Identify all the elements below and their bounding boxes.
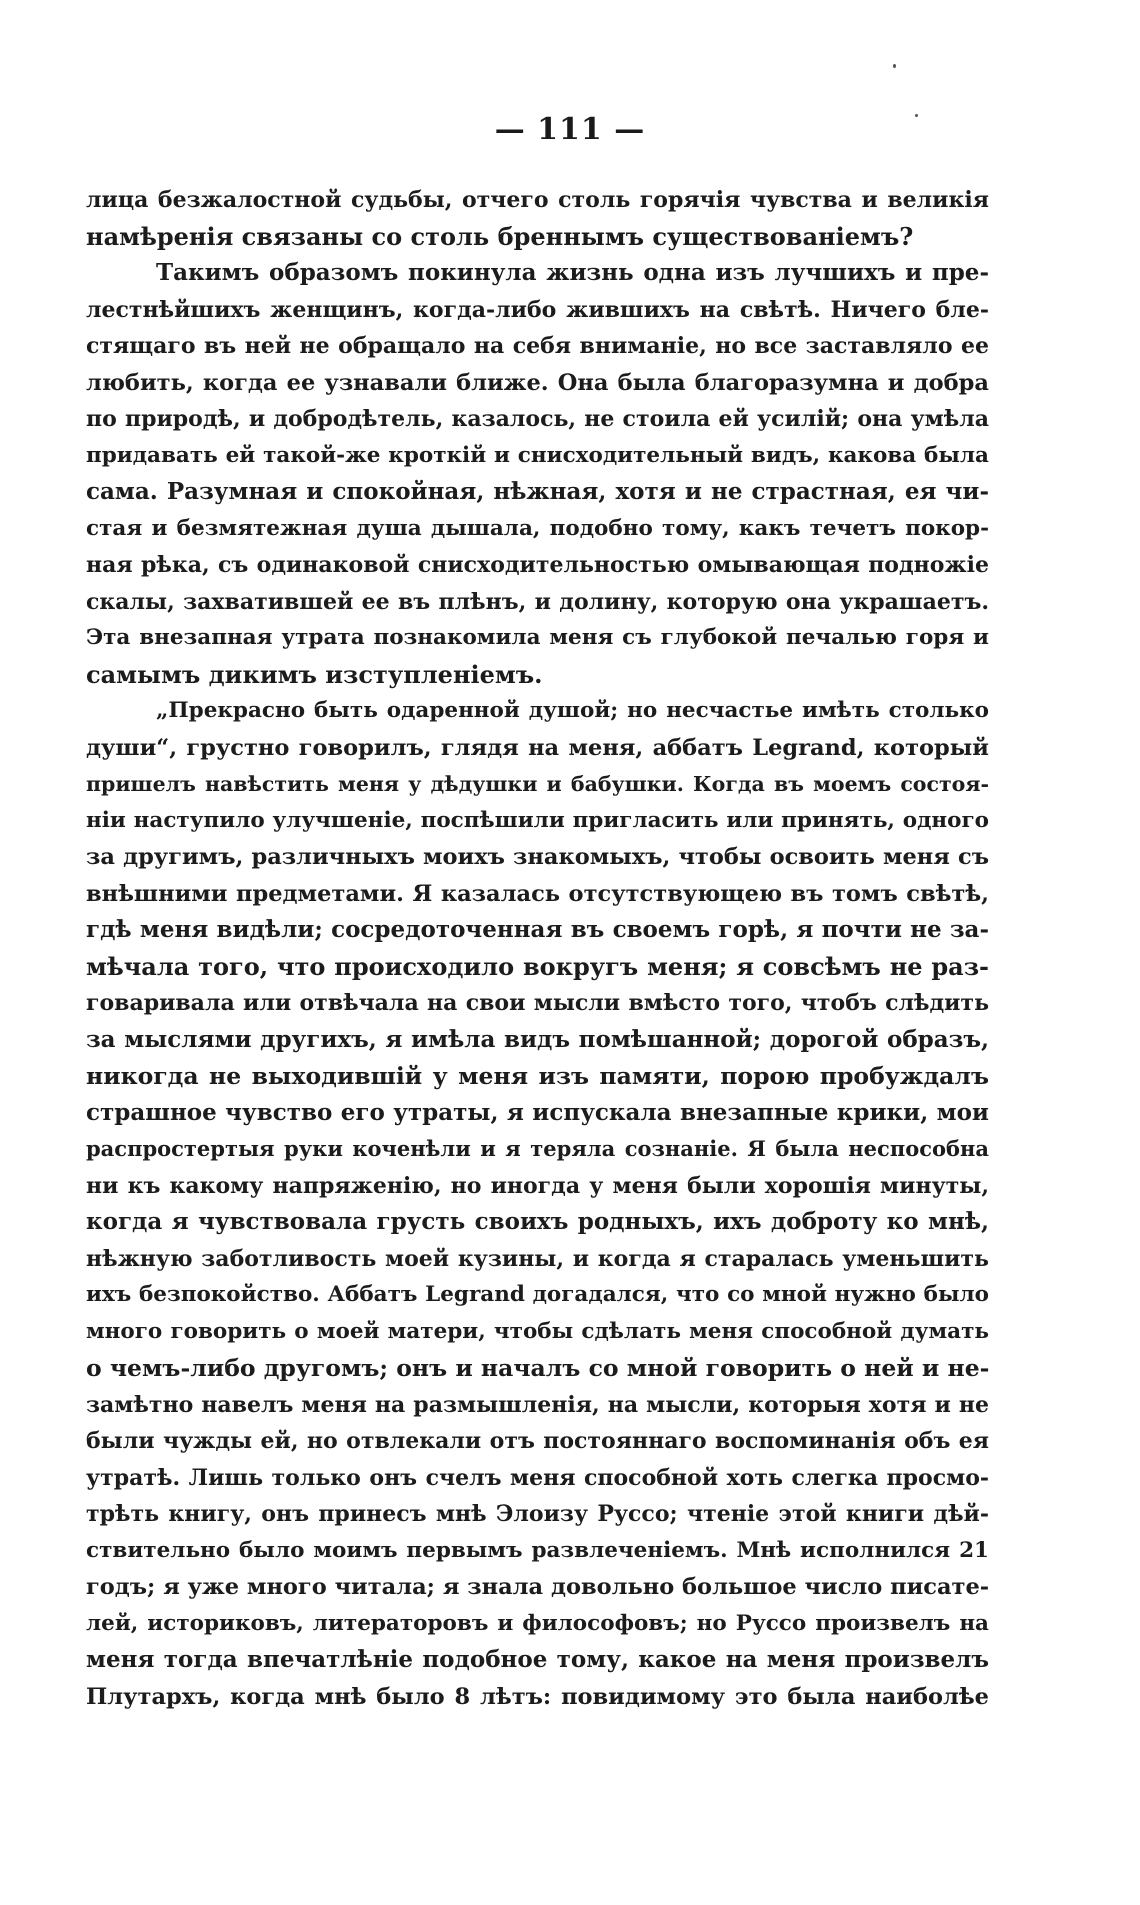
text-line: ная рѣка, съ одинаковой снисходительностью омывающая подножіе — [86, 552, 989, 578]
text-line: годъ; я уже много читала; я знала довольно большое число писате- — [86, 1574, 990, 1600]
text-line: говаривала или отвѣчала на свои мысли вмѣсто того, чтобъ слѣдить — [86, 990, 989, 1016]
text-line: скалы, захватившей ее въ плѣнъ, и долину, которую она украшаетъ. — [86, 588, 989, 615]
text-line: внѣшними предметами. Я казалась отсутствующею въ томъ свѣтѣ, — [86, 880, 989, 907]
text-line: намѣренія связаны со столь бреннымъ существованіемъ? — [86, 221, 914, 251]
text-line: распростертыя руки коченѣли и я теряла сознаніе. Я была неспособна — [86, 1136, 989, 1161]
text-line: замѣтно навелъ меня на размышленія, на мысли, которыя хотя и не — [86, 1391, 989, 1418]
page-number: — 111 — — [494, 112, 646, 147]
text-line: пришелъ навѣстить меня у дѣдушки и бабушки. Когда въ моемъ состоя- — [86, 772, 989, 796]
text-line: лей, историковъ, литераторовъ и философовъ; но Руссо произвелъ на — [86, 1610, 989, 1636]
text-line: ихъ безпокойство. Аббатъ Legrand догадался, что со мной нужно было — [86, 1282, 989, 1307]
text-line: трѣть книгу, онъ принесъ мнѣ Элоизу Руссо; чтеніе этой книги дѣй- — [86, 1501, 989, 1527]
text-line: утратѣ. Лишь только онъ счелъ меня способной хоть слегка просмо- — [86, 1464, 989, 1491]
text-line: Плутархъ, когда мнѣ было 8 лѣтъ: повидимому это была наиболѣе — [86, 1683, 989, 1710]
text-line: души“, грустно говорилъ, глядя на меня, аббатъ Legrand, который — [86, 734, 989, 761]
text-line: о чемъ-либо другомъ; онъ и началъ со мной говорить о ней и не- — [86, 1354, 990, 1382]
text-line: по природѣ, и добродѣтель, казалось, не стоила ей усилій; она умѣла — [86, 406, 989, 432]
text-line: когда я чувствовала грусть своихъ родныхъ, ихъ доброту ко мнѣ, — [86, 1208, 989, 1235]
text-line: лестнѣйшихъ женщинъ, когда-либо жившихъ на свѣтѣ. Ничего бле- — [86, 296, 989, 323]
text-line: Эта внезапная утрата познакомила меня съ глубокой печалью горя и — [86, 625, 989, 650]
paragraph-first-line: „Прекрасно быть одаренной душой; но несчастье имѣть столько — [156, 698, 989, 723]
paragraph-first-line: Такимъ образомъ покинула жизнь одна изъ лучшихъ и пре- — [156, 259, 989, 286]
text-line: любить, когда ее узнавали ближе. Она была благоразумна и добра — [86, 369, 989, 396]
text-line: ствительно было моимъ первымъ развлеченіемъ. Мнѣ исполнился 21 — [86, 1537, 989, 1563]
text-line: самымъ дикимъ изступленіемъ. — [86, 659, 543, 689]
text-line: много говорить о моей матери, чтобы сдѣлать меня способной думать — [86, 1318, 989, 1344]
text-line: сама. Разумная и спокойная, нѣжная, хотя и не страстная, ея чи- — [86, 478, 989, 505]
text-line: за мыслями другихъ, я имѣла видъ помѣшанной; дорогой образъ, — [86, 1025, 989, 1053]
text-line: нѣжную заботливость моей кузины, и когда я старалась уменьшить — [86, 1245, 989, 1272]
text-line: за другимъ, различныхъ моихъ знакомыхъ, чтобы освоить меня съ — [86, 844, 989, 870]
text-line: лица безжалостной судьбы, отчего столь горячія чувства и великія — [86, 187, 989, 213]
text-line: придавать ей такой-же кроткій и снисходительный видъ, какова была — [86, 442, 989, 468]
body-text — [86, 182, 989, 1715]
text-line: ніи наступило улучшеніе, поспѣшили пригласить или принять, одного — [86, 807, 989, 833]
text-line: меня тогда впечатлѣніе подобное тому, какое на меня произвелъ — [86, 1646, 989, 1673]
text-line: стая и безмятежная душа дышала, подобно тому, какъ течетъ покор- — [86, 515, 989, 541]
text-line: ни къ какому напряженію, но иногда у меня были хорошія минуты, — [86, 1172, 989, 1199]
text-line: были чужды ей, но отвлекали отъ постояннаго воспоминанія объ ея — [86, 1428, 989, 1454]
text-line: гдѣ меня видѣли; сосредоточенная въ своемъ горѣ, я почти не за- — [86, 916, 989, 943]
text-line: страшное чувство его утраты, я испускала внезапные крики, мои — [86, 1098, 989, 1126]
text-line: стящаго въ ней не обращало на себя вниманіе, но все заставляло ее — [86, 333, 989, 359]
text-line: мѣчала того, что происходило вокругъ меня; я совсѣмъ не раз- — [86, 951, 989, 981]
text-line: никогда не выходившій у меня изъ памяти, порою пробуждалъ — [86, 1062, 989, 1090]
scan-speck — [893, 64, 896, 68]
